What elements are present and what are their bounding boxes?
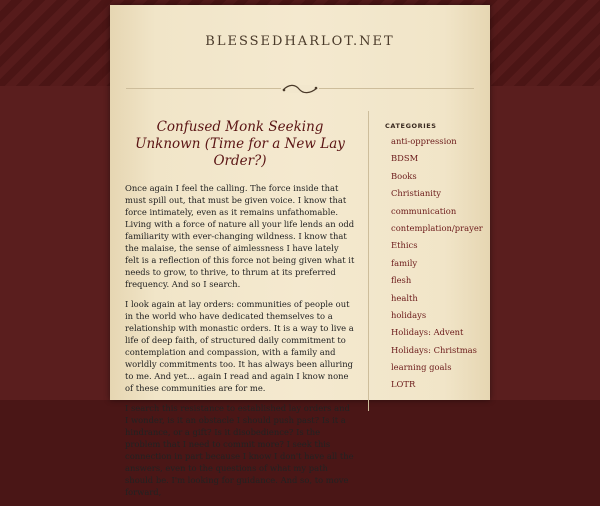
site-title[interactable]: BLESSEDHARLOT.NET — [205, 34, 395, 49]
category-link[interactable]: Books — [391, 170, 417, 181]
category-link[interactable]: learning goals — [391, 362, 452, 373]
category-link[interactable]: Christianity — [391, 188, 441, 199]
post-paragraph: I search this resistance to established lay orders and I wonder, is it an obstacle I should push past? Is it a hindrance, or a gift? Is it disobedience? Is the problem that I need to commit more? I seek this connection in part because I know I don't have all the answers, even to the questions of what my path should be. I'm looking for guidance. And so, to move forward, — [125, 403, 354, 497]
category-link[interactable]: BDSM — [391, 153, 419, 164]
categories-heading: CATEGORIES — [385, 122, 437, 130]
category-link[interactable]: family — [391, 257, 418, 268]
flourish-ornament-icon — [281, 83, 319, 95]
category-link[interactable]: contemplation/prayer — [391, 222, 483, 233]
category-link[interactable]: flesh — [391, 275, 412, 286]
page-container — [110, 5, 490, 497]
category-link[interactable]: LOTR — [391, 379, 416, 390]
post-article — [125, 119, 355, 506]
sidebar — [385, 122, 485, 397]
category-link[interactable]: communication — [391, 205, 457, 216]
post-paragraph: I look again at lay orders: communities of people out in the world who have dedicated themselves to a relationship with monastic orders. It is a way to live a life of deep faith, of structured daily commitment to contemplation and compassion, with a family and worldly commitments too. It has always been alluring to me. And yet… again I read and again I know none of these communities are for me. — [125, 299, 354, 393]
category-list — [385, 136, 485, 390]
category-link[interactable]: Ethics — [391, 240, 418, 251]
post-title[interactable]: Confused Monk Seeking Unknown (Time for a New Lay Order?) — [135, 119, 345, 169]
category-link[interactable]: anti-oppression — [391, 136, 457, 146]
category-link[interactable]: Holidays: Christmas — [391, 344, 477, 355]
category-link[interactable]: health — [391, 292, 418, 303]
category-link[interactable]: Holidays: Advent — [391, 327, 464, 338]
column-divider — [368, 111, 369, 411]
category-link[interactable]: holidays — [391, 309, 427, 320]
post-paragraph: Once again I feel the calling. The force inside that must spill out, that must be given voice. I know that force intimately, even as it remains unfathomable. Living with a force of nature all your life lends an odd familiarity with ever-changing wildness. I know that the malaise, the sense of aimlessness I have lately felt is a reflection of this force not being given what it needs to grow, to thrive, to thrum at its preferred frequency. And so I search. — [125, 183, 355, 289]
